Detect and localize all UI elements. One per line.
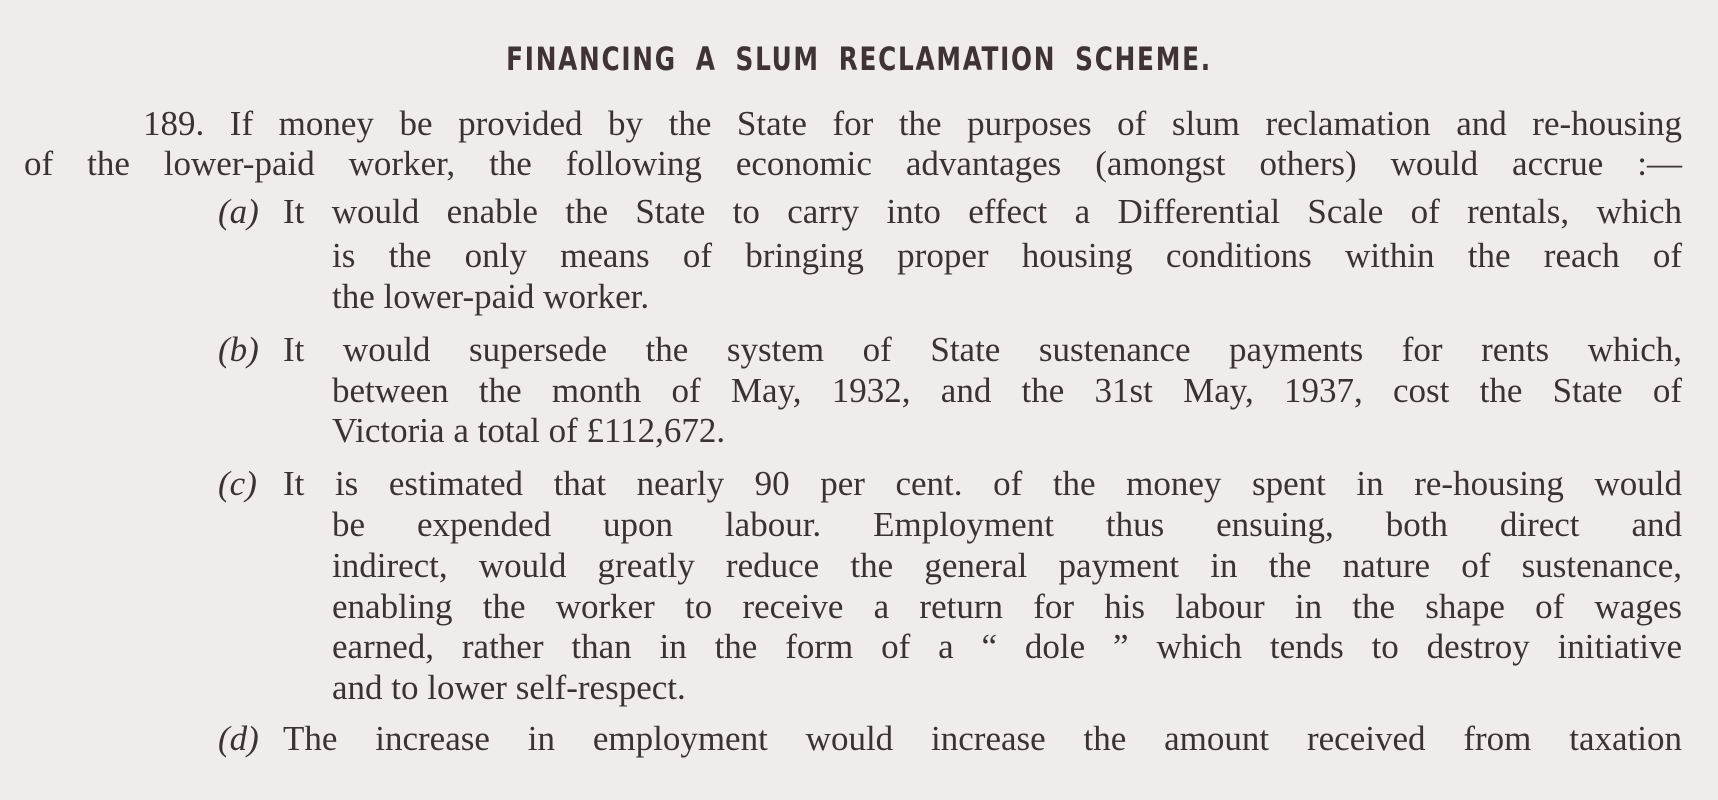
item-label-c: (c) <box>218 464 257 503</box>
item-line: indirect, would greatly reduce the general payment in the nature of sustenance, <box>332 546 1682 585</box>
item-line: enabling the worker to receive a return for his labour in the shape of wages <box>332 587 1682 626</box>
item-line: be expended upon labour. Employment thus ensuing, both direct and <box>332 505 1682 544</box>
item-line: and to lower self-respect. <box>332 668 686 707</box>
item-line: The increase in employment would increase the amount received from taxation <box>283 719 1682 758</box>
paragraph-line: of the lower-paid worker, the following economic advantages (amongst others) would accrue :— <box>24 144 1682 183</box>
paragraph-line: 189. If money be provided by the State for the purposes of slum reclamation and re-housing <box>143 104 1682 143</box>
page-title: FINANCING A SLUM RECLAMATION SCHEME. <box>506 40 1212 78</box>
item-line: It would supersede the system of State sustenance payments for rents which, <box>283 330 1682 369</box>
item-line: earned, rather than in the form of a “ dole ” which tends to destroy initiative <box>332 627 1682 666</box>
item-line: It would enable the State to carry into effect a Differential Scale of rentals, which <box>283 192 1682 231</box>
item-label-d: (d) <box>218 719 259 758</box>
item-line: Victoria a total of £112,672. <box>332 411 726 450</box>
item-line: is the only means of bringing proper housing conditions within the reach of <box>332 236 1682 275</box>
item-line: between the month of May, 1932, and the 31st May, 1937, cost the State of <box>332 371 1682 410</box>
item-line: the lower-paid worker. <box>332 277 650 316</box>
item-label-a: (a) <box>218 192 259 231</box>
item-line: It is estimated that nearly 90 per cent. of the money spent in re-housing would <box>283 464 1682 503</box>
item-label-b: (b) <box>218 330 259 369</box>
